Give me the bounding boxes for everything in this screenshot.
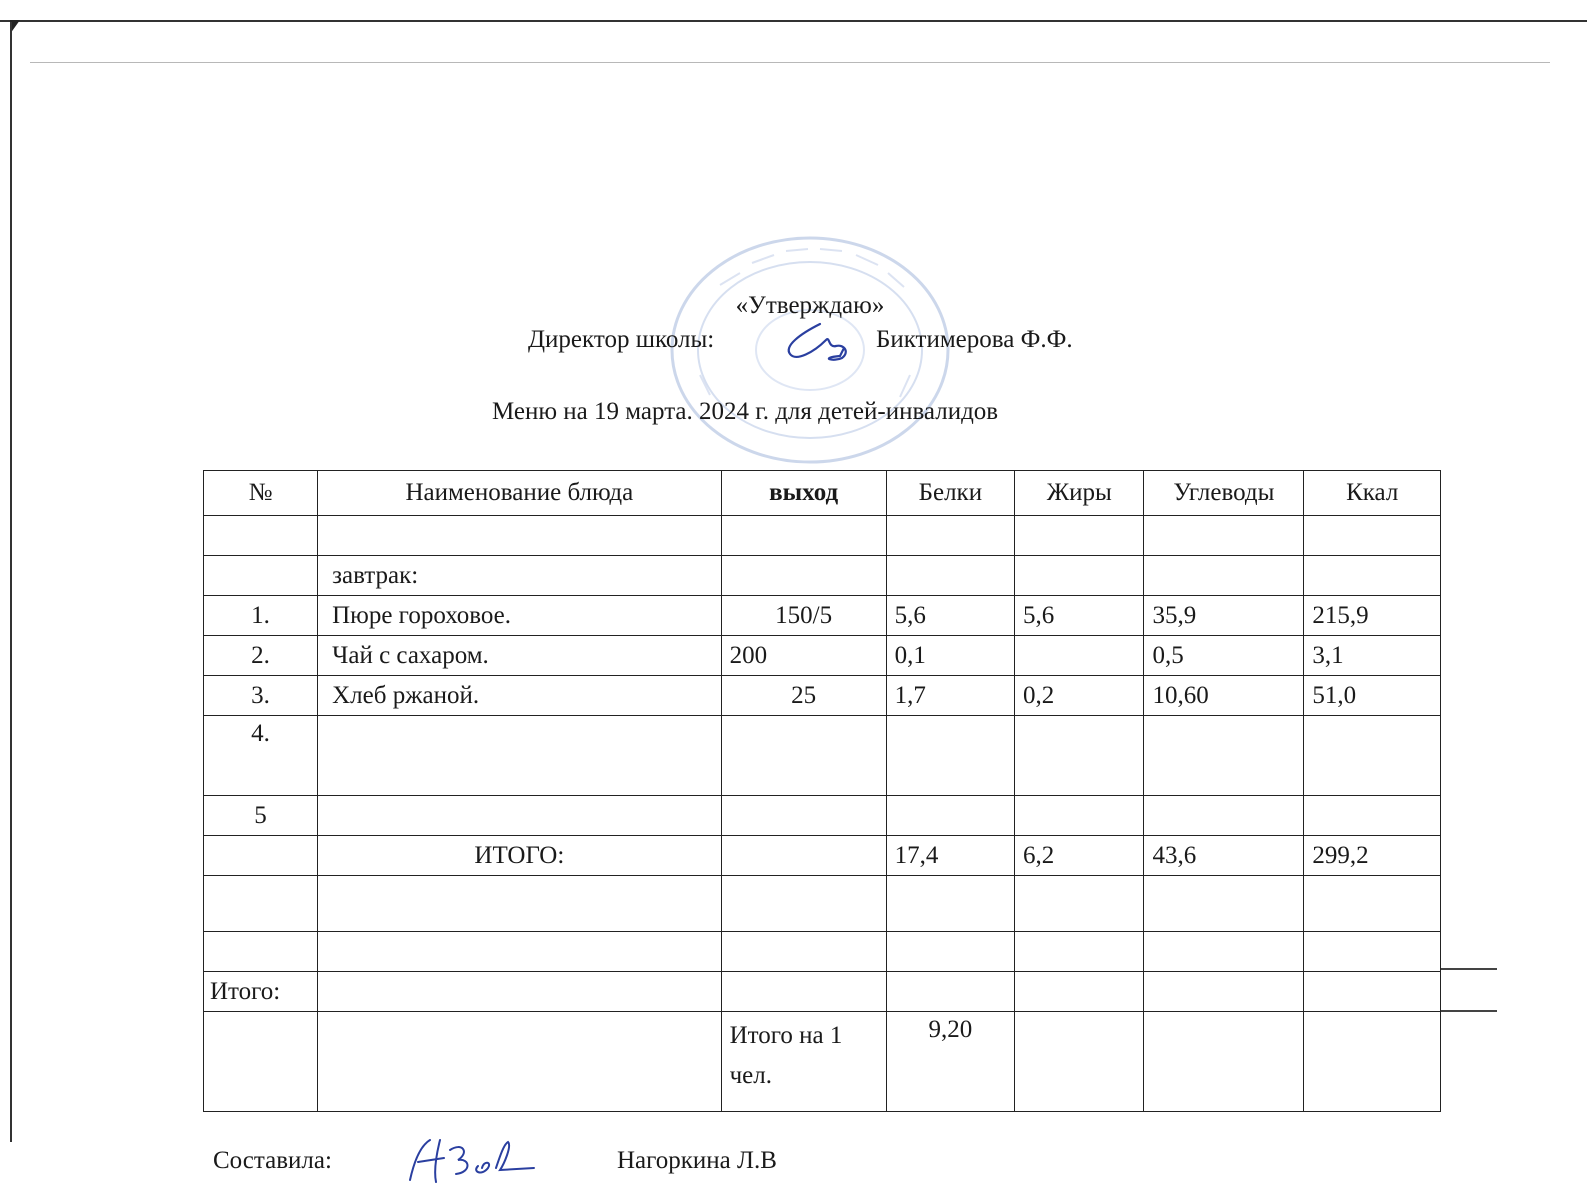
subtotal-carbs: 43,6 (1144, 836, 1304, 876)
cell-fat (1015, 516, 1144, 556)
cell-empty (204, 876, 318, 932)
director-name: Биктимерова Ф.Ф. (876, 326, 1073, 353)
cell-output: 150/5 (721, 596, 886, 636)
cell-empty (1304, 1012, 1441, 1112)
cell-empty (1015, 932, 1144, 972)
approval-heading: «Утверждаю» (735, 292, 885, 319)
col-header-dish: Наименование блюда (318, 471, 722, 516)
cell-kcal: 3,1 (1304, 636, 1441, 676)
cell-dish (318, 716, 722, 796)
cell-carbs (1144, 716, 1304, 796)
table-row (204, 636, 1441, 676)
cell-empty (318, 876, 722, 932)
cell-empty (721, 876, 886, 932)
table-row-empty (204, 876, 1441, 932)
cell-carbs (1144, 556, 1304, 596)
cell-kcal (1304, 516, 1441, 556)
cell-kcal: 215,9 (1304, 596, 1441, 636)
cell-empty (1144, 1012, 1304, 1112)
cell-section-breakfast: завтрак: (318, 556, 722, 596)
col-header-fat: Жиры (1015, 471, 1144, 516)
cell-output (721, 556, 886, 596)
cell-empty (886, 932, 1014, 972)
cell-fat (1015, 556, 1144, 596)
cell-output (721, 796, 886, 836)
cell-dish (318, 796, 722, 836)
cell-fat: 5,6 (1015, 596, 1144, 636)
cell-fat: 0,2 (1015, 676, 1144, 716)
composer-label: Составила: (213, 1147, 332, 1174)
table-row-section (204, 556, 1441, 596)
cell-output (721, 716, 886, 796)
cell-num (204, 516, 318, 556)
cell-empty (1015, 876, 1144, 932)
cell-empty (1015, 1012, 1144, 1112)
subtotal-kcal: 299,2 (1304, 836, 1441, 876)
cell-empty (721, 932, 886, 972)
cell-dish: Пюре гороховое. (318, 596, 722, 636)
table-row (204, 516, 1441, 556)
table-extension-line (1441, 968, 1497, 970)
cell-empty (1015, 972, 1144, 1012)
per-person-row (204, 1012, 1441, 1112)
table-row-empty (204, 932, 1441, 972)
cell-kcal (1304, 796, 1441, 836)
cell-empty (886, 972, 1014, 1012)
cell-empty (886, 876, 1014, 932)
cell-protein: 1,7 (886, 676, 1014, 716)
table-header-row (204, 471, 1441, 516)
cell-empty (1304, 972, 1441, 1012)
col-header-carbs: Углеводы (1144, 471, 1304, 516)
cell-empty (204, 1012, 318, 1112)
cell-empty (1304, 876, 1441, 932)
cell-carbs: 35,9 (1144, 596, 1304, 636)
subtotal-label: ИТОГО: (318, 836, 722, 876)
cell-empty (1144, 932, 1304, 972)
composer-name: Нагоркина Л.В (617, 1147, 777, 1174)
cell-protein (886, 796, 1014, 836)
cell-empty (318, 972, 722, 1012)
cell-num: 5 (204, 796, 318, 836)
composer-line (213, 1147, 777, 1175)
composer-signature (400, 1132, 540, 1188)
cell-kcal (1304, 716, 1441, 796)
cell-num: 3. (204, 676, 318, 716)
menu-title: Меню на 19 марта. 2024 г. для детей-инвалидов (492, 398, 999, 425)
cell-protein: 0,1 (886, 636, 1014, 676)
cell-empty (1304, 932, 1441, 972)
subtotal-row (204, 836, 1441, 876)
director-signature (780, 318, 860, 364)
col-header-output: выход (721, 471, 886, 516)
cell-carbs: 10,60 (1144, 676, 1304, 716)
cell-empty (318, 1012, 722, 1112)
director-line (528, 326, 1073, 354)
table-row (204, 796, 1441, 836)
col-header-protein: Белки (886, 471, 1014, 516)
subtotal-protein: 17,4 (886, 836, 1014, 876)
cell-dish: Чай с сахаром. (318, 636, 722, 676)
cell-dish (318, 516, 722, 556)
cell-num (204, 836, 318, 876)
cell-empty (1144, 876, 1304, 932)
cell-output (721, 836, 886, 876)
director-label: Директор школы: (528, 326, 715, 353)
cell-protein (886, 516, 1014, 556)
cell-output: 25 (721, 676, 886, 716)
table-row (204, 716, 1441, 796)
cell-num: 4. (204, 716, 318, 796)
table-extension-line (1441, 1010, 1497, 1012)
scan-top-edge (0, 0, 1587, 22)
cell-empty (318, 932, 722, 972)
subtotal-fat: 6,2 (1015, 836, 1144, 876)
cell-protein (886, 556, 1014, 596)
cell-num (204, 556, 318, 596)
total-label: Итого: (204, 972, 318, 1012)
per-person-value: 9,20 (886, 1012, 1014, 1112)
col-header-kcal: Ккал (1304, 471, 1441, 516)
per-person-label: Итого на 1 чел. (721, 1012, 886, 1112)
cell-carbs (1144, 516, 1304, 556)
col-header-num: № (204, 471, 318, 516)
total-row (204, 972, 1441, 1012)
cell-num: 1. (204, 596, 318, 636)
cell-kcal (1304, 556, 1441, 596)
scan-guide-line (30, 62, 1550, 63)
cell-fat (1015, 796, 1144, 836)
table-row (204, 676, 1441, 716)
cell-dish: Хлеб ржаной. (318, 676, 722, 716)
cell-fat (1015, 716, 1144, 796)
cell-empty (721, 972, 886, 1012)
cell-carbs (1144, 796, 1304, 836)
cell-output: 200 (721, 636, 886, 676)
cell-carbs: 0,5 (1144, 636, 1304, 676)
menu-table (203, 470, 1441, 1112)
table-row (204, 596, 1441, 636)
cell-output (721, 516, 886, 556)
cell-protein: 5,6 (886, 596, 1014, 636)
cell-fat (1015, 636, 1144, 676)
cell-kcal: 51,0 (1304, 676, 1441, 716)
scan-left-edge (10, 22, 22, 1142)
cell-protein (886, 716, 1014, 796)
cell-num: 2. (204, 636, 318, 676)
cell-empty (204, 932, 318, 972)
cell-empty (1144, 972, 1304, 1012)
